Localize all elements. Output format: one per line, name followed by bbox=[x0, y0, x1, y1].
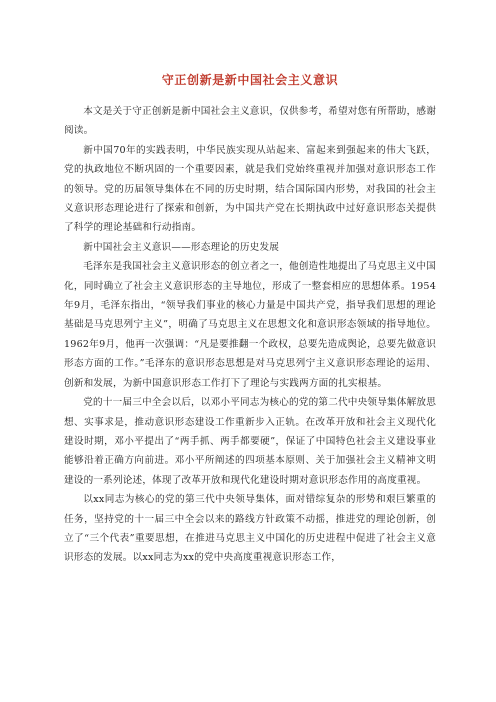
document-title: 守正创新是新中国社会主义意识 bbox=[161, 73, 339, 87]
paragraph-2: 毛泽东是我国社会主义意识形态的创立者之一，他创造性地提出了马克思主义中国化，同时确立了社会主义意识形态的主导地位，形成了一整套相应的思想体系。1954年9月，毛泽东指出，“领导我们事业的核心力量是中国共产党，指导我们思想的理论基础是马克思列宁主义”，明确了马克思主义在思想文化和意识形态领域的指导地位。1962年9月，他再一次强调：“凡是要推翻一个政权，总要先造成舆论，总要先做意识形态方面的工作。”毛泽东的意识形态思想是对马克思列宁主义意识形态理论的运用、创新和发展，为新中国意识形态工作打下了理论与实践两方面的扎实根基。 bbox=[64, 261, 436, 389]
paragraph-4: 以xx同志为核心的党的第三代中央领导集体，面对错综复杂的形势和艰巨繁重的任务，坚持党的十一届三中全会以来的路线方针政策不动摇，推进党的理论创新，创立了“三个代表”重要思想，在推进马克思主义中国化的历史进程中促进了社会主义意识形态的发展。以xx同志为xx的党中央高度重视意识形态工作， bbox=[64, 494, 436, 564]
section-heading: 新中国社会主义意识——形态理论的历史发展 bbox=[83, 241, 280, 253]
paragraph-1: 新中国70年的实践表明，中华民族实现从站起来、富起来到强起来的伟大飞跃，党的执政地位不断巩固的一个重要因素，就是我们党始终重视并加强对意识形态工作的领导。党的历届领导集体在不同的历史时期，结合国际国内形势，对我国的社会主义意识形态理论进行了探索和创新，为中国共产党在长期执政中过好意识形态关提供了科学的理论基础和行动指南。 bbox=[64, 144, 436, 234]
document-page bbox=[64, 72, 436, 568]
paragraph-3: 党的十一届三中全会以后，以邓小平同志为核心的党的第二代中央领导集体解放思想、实事求是，推动意识形态建设工作重新步入正轨。在改革开放和社会主义现代化建设时期，邓小平提出了“两手抓、两手都要硬”，保证了中国特色社会主义建设事业能够沿着正确方向前进。邓小平所阐述的四项基本原则、关于加强社会主义精神文明建设的一系列论述，体现了改革开放和现代化建设时期对意识形态作用的高度重视。 bbox=[64, 397, 436, 486]
paragraph-intro: 本文是关于守正创新是新中国社会主义意识，仅供参考，希望对您有所帮助，感谢阅读。 bbox=[64, 106, 436, 137]
